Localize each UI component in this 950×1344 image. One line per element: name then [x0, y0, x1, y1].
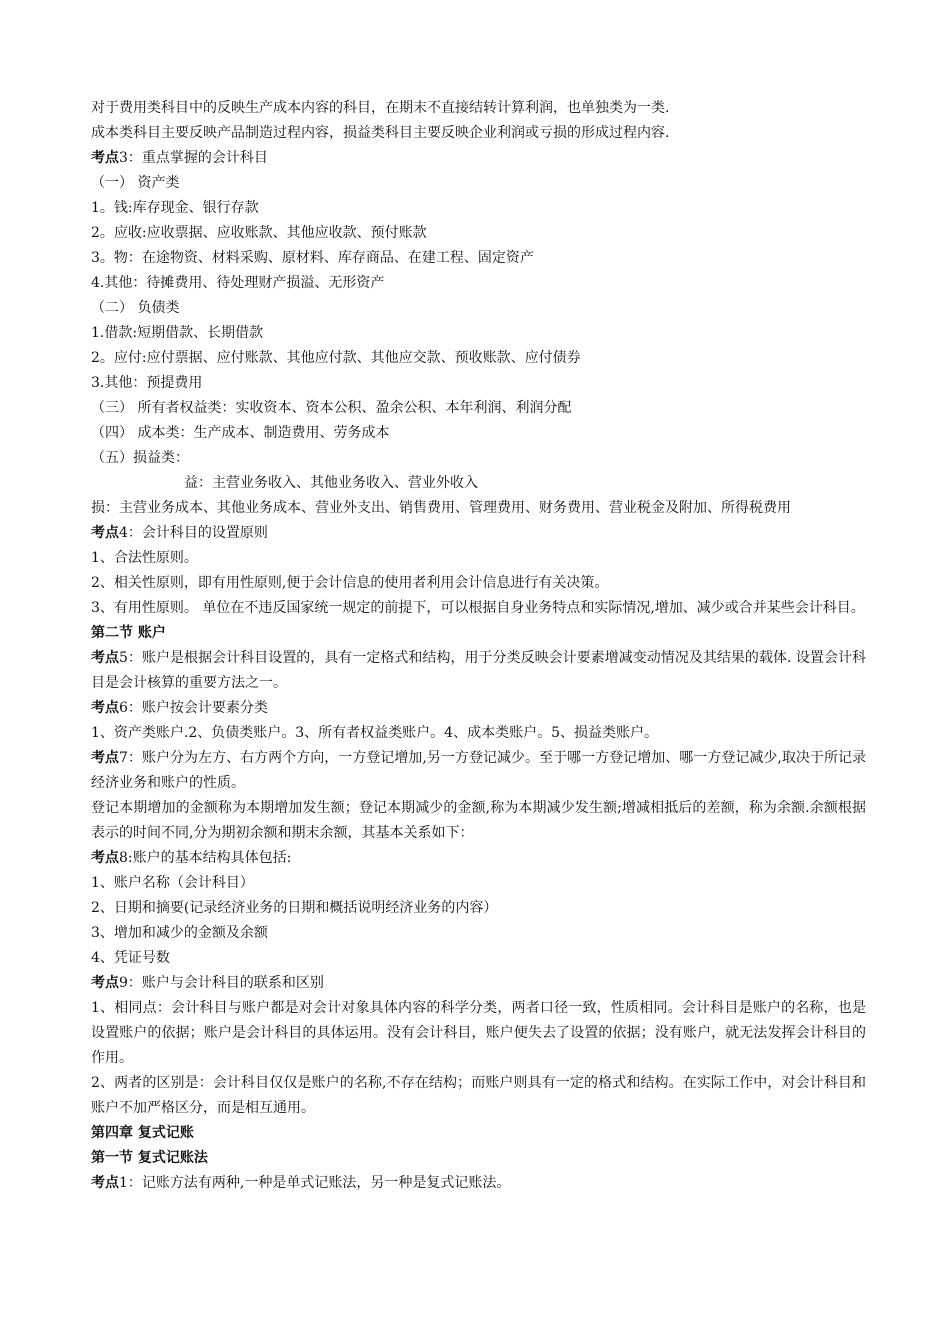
exam-point-6	[91, 696, 866, 721]
section-heading: 第二节 账户	[91, 625, 166, 641]
exam-point-4	[91, 521, 866, 546]
exam-point-text: 8:账户的基本结构具体包括:	[119, 850, 292, 866]
exam-point-label: 考点	[91, 975, 119, 991]
list-item: 3、增加和减少的金额及余额	[91, 925, 268, 941]
list-item: 4、凭证号数	[91, 950, 170, 966]
category-heading: （二） 负债类	[91, 300, 180, 316]
exam-point-label: 考点	[91, 150, 119, 166]
list-item: 3.其他：预提费用	[91, 375, 203, 391]
exam-point-1	[91, 1171, 866, 1196]
exam-point-3	[91, 146, 866, 171]
paragraph: 登记本期增加的金额称为本期增加发生额；登记本期减少的金额,称为本期减少发生额;增减相抵后的差额，称为余额.余额根据表示的时间不同,分为期初余额和期末余额，其基本关系如下：	[91, 800, 866, 841]
exam-point-text: 1：记账方法有两种,一种是单式记账法，另一种是复式记账法。	[119, 1175, 511, 1191]
exam-point-label: 考点	[91, 700, 119, 716]
paragraph: 成本类科目主要反映产品制造过程内容，损益类科目主要反映企业利润或亏损的形成过程内容.	[91, 125, 670, 141]
category-heading: （五）损益类：	[91, 450, 189, 466]
category-heading: （一） 资产类	[91, 175, 180, 191]
list-item: 1、合法性原则。	[91, 550, 198, 566]
exam-point-label: 考点	[91, 1175, 119, 1191]
exam-point-text: 5：账户是根据会计科目设置的，具有一定格式和结构，用于分类反映会计要素增减变动情况及其结果的载体. 设置会计科目是会计核算的重要方法之一。	[91, 650, 866, 691]
exam-point-text: 4：会计科目的设置原则	[119, 525, 268, 541]
list-item: 4.其他：待摊费用、待处理财产损溢、无形资产	[91, 275, 385, 291]
exam-point-label: 考点	[91, 650, 120, 666]
exam-point-5	[91, 646, 866, 696]
list-item: 1.借款:短期借款、长期借款	[91, 325, 264, 341]
category-heading: （三） 所有者权益类：实收资本、资本公积、盈余公积、本年利润、利润分配	[91, 400, 572, 416]
list-item: 2。应付:应付票据、应付账款、其他应付款、其他应交款、预收账款、应付债券	[91, 350, 581, 366]
document-page	[91, 96, 866, 1196]
chapter-heading: 第四章 复式记账	[91, 1125, 194, 1141]
exam-point-text: 7：账户分为左方、右方两个方向，一方登记增加,另一方登记减少。至于哪一方登记增加、哪一方登记减少,取决于所记录经济业务和账户的性质。	[91, 750, 866, 791]
list-item: 1、资产类账户.2、负债类账户。3、所有者权益类账户。4、成本类账户。5、损益类账户。	[91, 725, 658, 741]
exam-point-9	[91, 971, 866, 996]
list-item: 2、两者的区别是：会计科目仅仅是账户的名称,不存在结构；而账户则具有一定的格式和结构。在实际工作中，对会计科目和账户不加严格区分，而是相互通用。	[91, 1075, 866, 1116]
list-item: 损：主营业务成本、其他业务成本、营业外支出、销售费用、管理费用、财务费用、营业税金及附加、所得税费用	[91, 500, 791, 516]
list-item: 3。物：在途物资、材料采购、原材料、库存商品、在建工程、固定资产	[91, 250, 534, 266]
list-item: 2。应收:应收票据、应收账款、其他应收款、预付账款	[91, 225, 427, 241]
exam-point-label: 考点	[91, 525, 119, 541]
section-heading: 第一节 复式记账法	[91, 1150, 208, 1166]
exam-point-label: 考点	[91, 750, 120, 766]
paragraph: 对于费用类科目中的反映生产成本内容的科目，在期末不直接结转计算利润，也单独类为一类.	[91, 100, 670, 116]
exam-point-7	[91, 746, 866, 796]
list-item: 2、日期和摘要(记录经济业务的日期和概括说明经济业务的内容）	[91, 900, 498, 916]
list-item: 1、相同点：会计科目与账户都是对会计对象具体内容的科学分类，两者口径一致，性质相同。会计科目是账户的名称，也是设置账户的依据；账户是会计科目的具体运用。没有会计科目，账户便失去了设置的依据；没有账户，就无法发挥会计科目的作用。	[91, 1000, 866, 1066]
exam-point-text: 3：重点掌握的会计科目	[119, 150, 268, 166]
exam-point-text: 9：账户与会计科目的联系和区别	[119, 975, 324, 991]
category-heading: （四） 成本类：生产成本、制造费用、劳务成本	[91, 425, 390, 441]
list-item: 1。钱:库存现金、银行存款	[91, 200, 259, 216]
list-item: 1、账户名称（会计科目）	[91, 875, 254, 891]
exam-point-text: 6：账户按会计要素分类	[119, 700, 268, 716]
list-item: 2、相关性原则，即有用性原则,便于会计信息的使用者利用会计信息进行有关决策。	[91, 575, 609, 591]
list-item: 3、有用性原则。 单位在不违反国家统一规定的前提下，可以根据自身业务特点和实际情况,增加、减少或合并某些会计科目。	[91, 600, 865, 616]
exam-point-label: 考点	[91, 850, 119, 866]
exam-point-8	[91, 846, 866, 871]
list-item: 益：主营业务收入、其他业务收入、营业外收入	[184, 475, 478, 491]
